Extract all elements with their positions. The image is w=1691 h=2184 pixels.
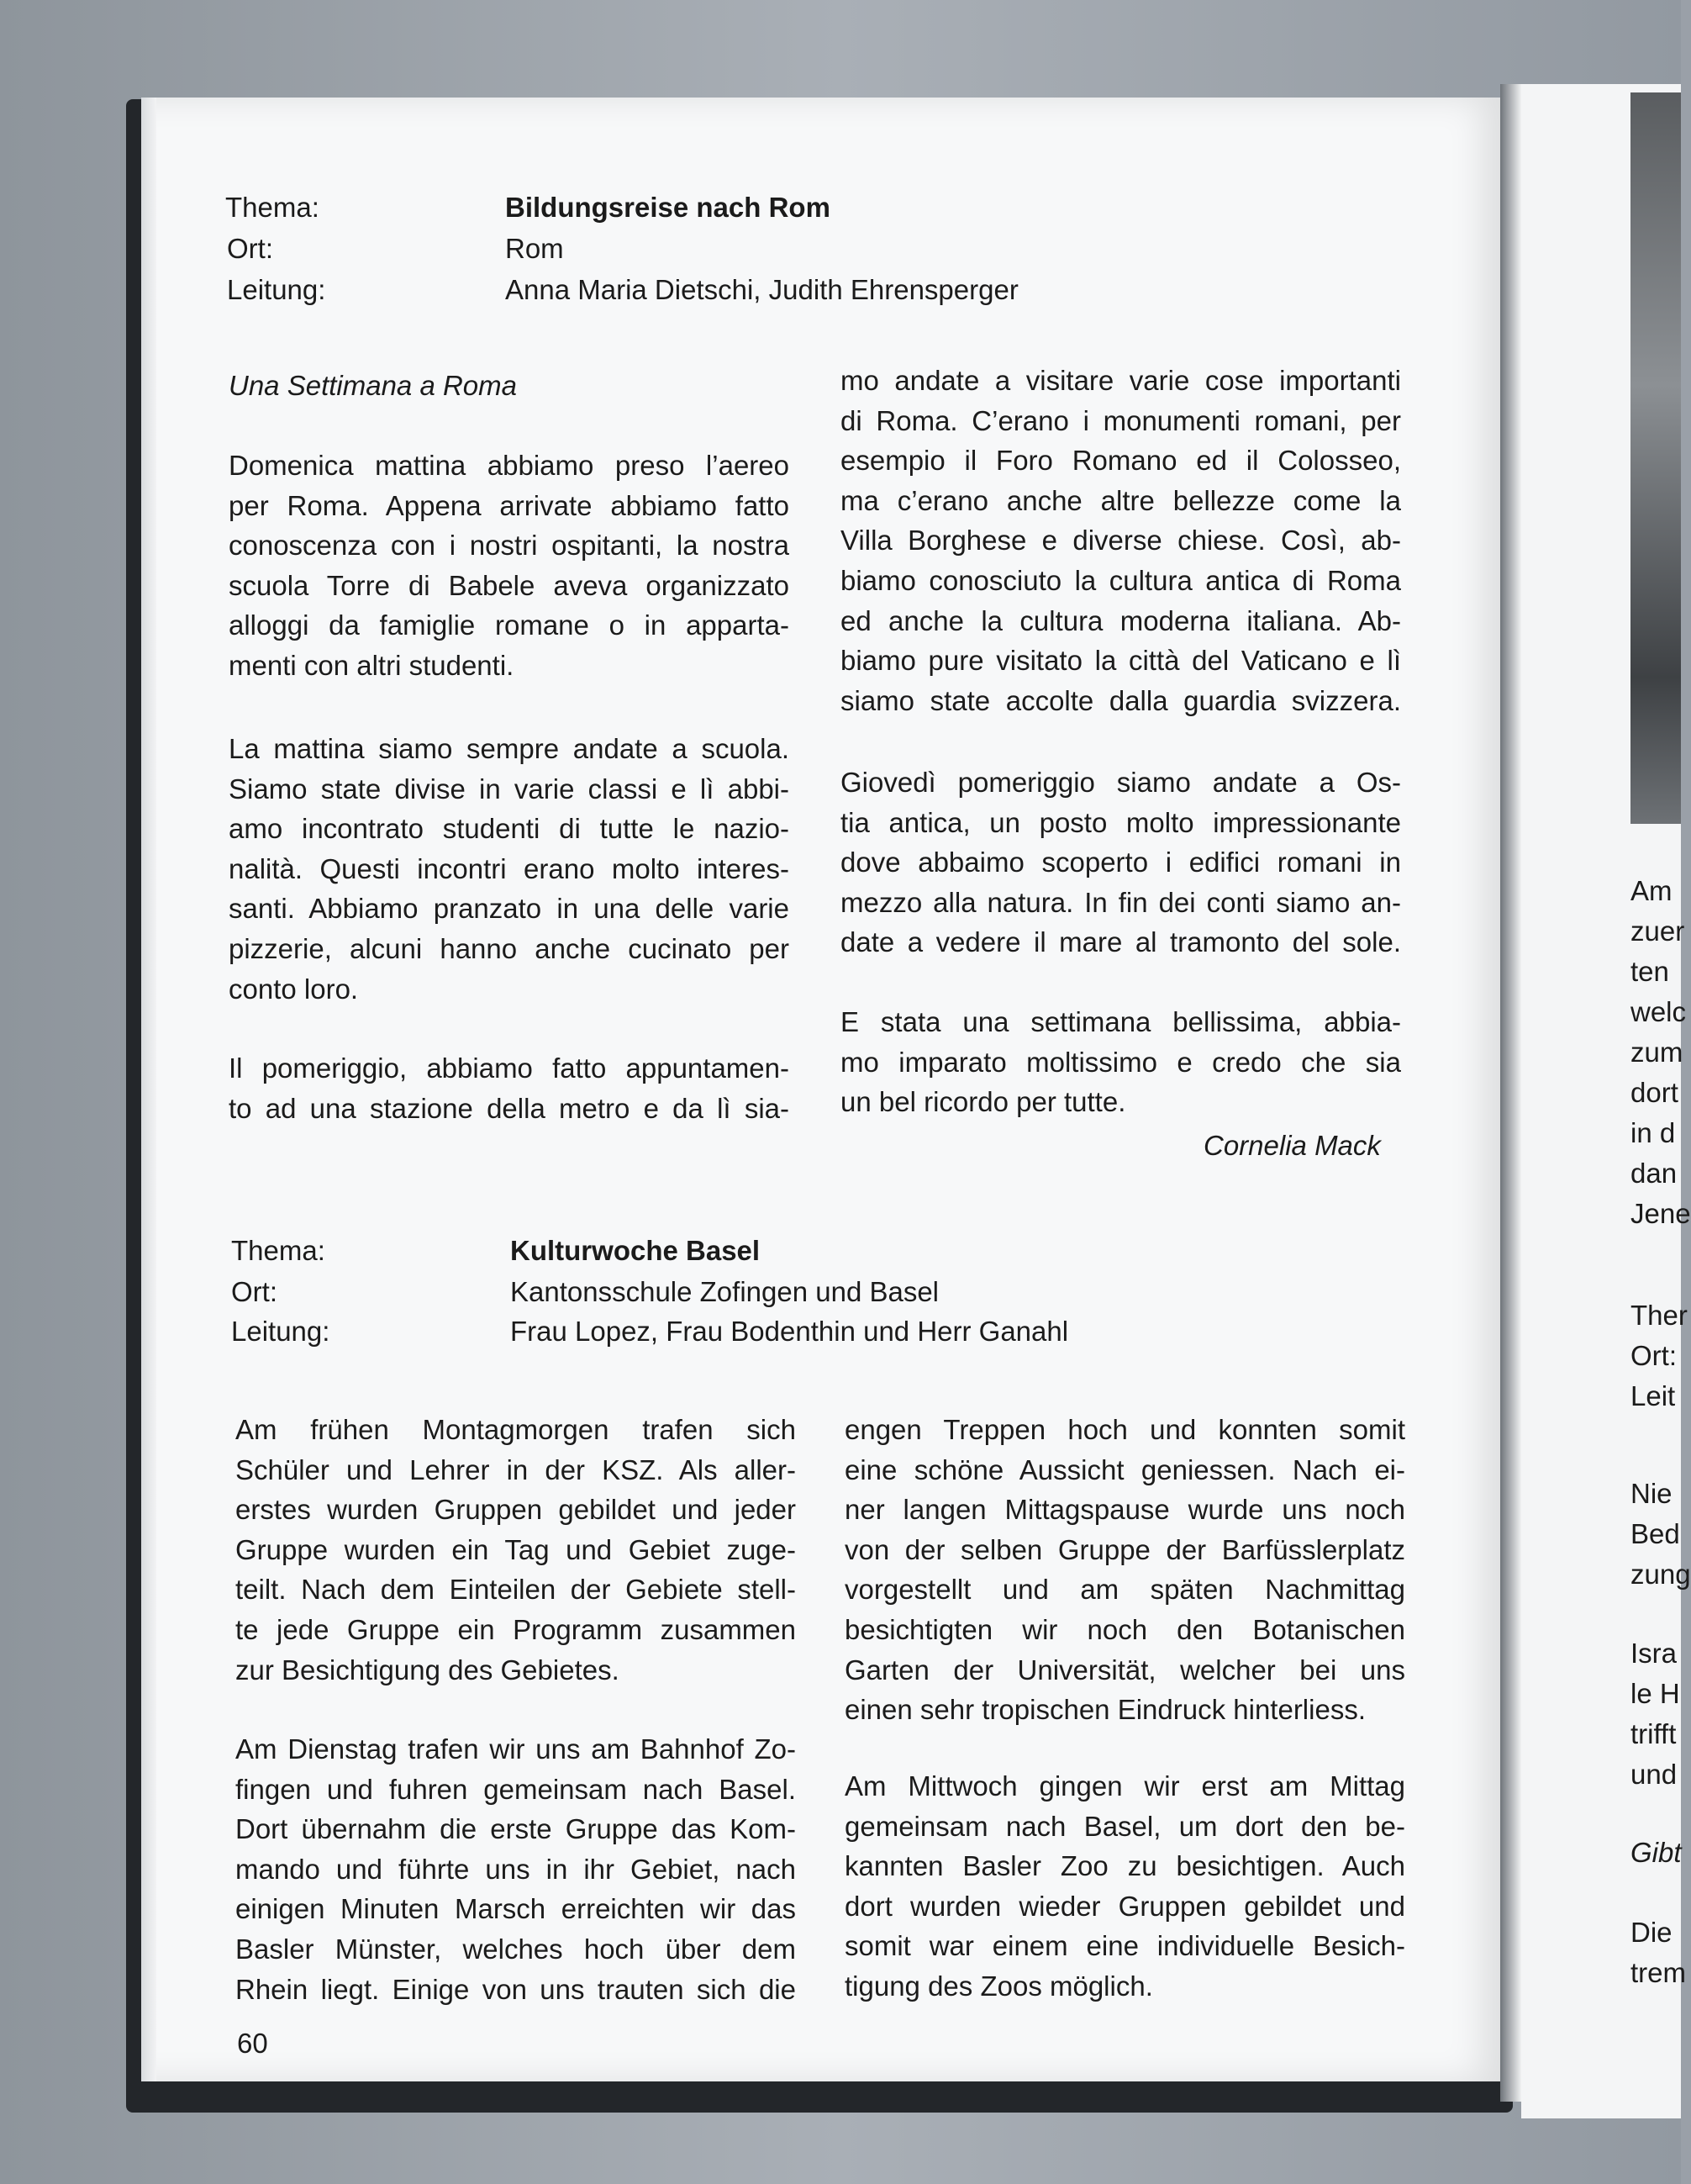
- right-line: le H: [1630, 1678, 1680, 1709]
- article1-author: Cornelia Mack: [1204, 1130, 1381, 1161]
- right-line: dan: [1630, 1158, 1678, 1189]
- page-number: 60: [237, 2028, 268, 2059]
- label-ort: Ort:: [227, 233, 273, 264]
- right-label: Leit: [1630, 1380, 1676, 1411]
- label-leitung-2: Leitung:: [231, 1316, 330, 1347]
- right-label: Ther: [1630, 1300, 1688, 1331]
- article2-leitung: Frau Lopez, Frau Bodenthin und Herr Ganahl: [510, 1316, 1069, 1347]
- article2-col2-para1: engen Treppen hoch und konnten somit eine schöne Aussicht geniessen. Nach ei- ner langen Mittagspause wurde uns noch von der selben Gruppe der Barfüsslerplatz vorgestellt und am späten Nachmittag besichtigten wir noch den Botanischen Garten der Universität, welcher bei uns einen sehr tropischen Eindruck hinterliess.: [845, 1414, 1405, 1726]
- article2-col2-para2: Am Mittwoch gingen wir erst am Mittag gemeinsam nach Basel, um dort den be- kannten Basler Zoo zu besichtigen. Auch dort wurden wieder Gruppen gebildet und somit war einem eine individuelle Besich- tigung des Zoos möglich.: [845, 1770, 1405, 2002]
- article2-thema: Kulturwoche Basel: [510, 1235, 761, 1266]
- article2-ort: Kantonsschule Zofingen und Basel: [510, 1276, 940, 1307]
- article2-col1-para2: Am Dienstag trafen wir uns am Bahnhof Zo- fingen und fuhren gemeinsam nach Basel. Dort übernahm die erste Gruppe das Kom- mando und führte uns in ihr Gebiet, nach einigen Minuten Marsch erreichten wir das Basler Münster, welches hoch über dem Rhein liegt. Einige von uns trauten sich die: [235, 1733, 796, 2005]
- article1-col1-para1: Domenica mattina abbiamo preso l’aereo per Roma. Appena arrivate abbiamo fatto conoscenza con i nostri ospitanti, la nostra scuola Torre di Babele aveva organizzato alloggi da famiglie romane o in apparta- menti con altri studenti.: [229, 450, 789, 681]
- right-line: in d: [1630, 1117, 1676, 1148]
- article1-thema: Bildungsreise nach Rom: [505, 192, 830, 223]
- label-leitung: Leitung:: [227, 274, 326, 305]
- article1-ort: Rom: [505, 233, 564, 264]
- right-line: zuer: [1630, 915, 1685, 947]
- right-line: ten: [1630, 956, 1669, 987]
- right-line: welc: [1630, 996, 1687, 1027]
- right-line: zum: [1630, 1037, 1683, 1068]
- right-line: trifft: [1630, 1718, 1677, 1749]
- article1-leitung: Anna Maria Dietschi, Judith Ehrensperger: [505, 274, 1019, 305]
- right-label: Ort:: [1630, 1340, 1677, 1371]
- label-ort-2: Ort:: [231, 1276, 277, 1307]
- right-line: Isra: [1630, 1638, 1678, 1669]
- right-line: und: [1630, 1759, 1678, 1790]
- photo-fragment: [1630, 92, 1681, 824]
- label-thema: Thema:: [225, 192, 319, 223]
- right-line: Die: [1630, 1917, 1673, 1948]
- label-thema-2: Thema:: [231, 1235, 325, 1266]
- article1-col1-para2: La mattina siamo sempre andate a scuola. Siamo state divise in varie classi e lì abbi- amo incontrato studenti di tutte le nazio- nalità. Questi incontri erano molto interes- santi. Abbiamo pranzato in una delle varie pizzerie, alcuni hanno anche cucinato per conto loro.: [229, 733, 789, 1005]
- article1-col2-para3: E stata una settimana bellissima, abbia- mo imparato moltissimo e credo che sia un bel ricordo per tutte.: [840, 1006, 1401, 1118]
- article2-col1-para1: Am frühen Montagmorgen trafen sich Schüler und Lehrer in der KSZ. Als aller- erstes wurden Gruppen gebildet und jeder Gruppe wurden ein Tag und Gebiet zuge- teilt. Nach dem Einteilen der Gebiete stell- te jede Gruppe ein Programm zusammen zur Besichtigung des Gebietes.: [235, 1414, 796, 1685]
- right-italic: Gibt: [1630, 1837, 1682, 1868]
- article1-col1-para3: Il pomeriggio, abbiamo fatto appuntamen- to ad una stazione della metro e da lì sia-: [229, 1052, 789, 1124]
- right-line: Nie: [1630, 1478, 1673, 1509]
- right-line: dort: [1630, 1077, 1678, 1108]
- book-gutter: [1500, 84, 1521, 2102]
- right-line: zung: [1630, 1559, 1691, 1590]
- article1-col2-para2: Giovedì pomeriggio siamo andate a Os- tia antica, un posto molto impressionante dove abbaimo scoperto i edifici romani in mezzo alla natura. In fin dei conti siamo an- date a vedere il mare al tramonto del sole.: [840, 767, 1401, 958]
- right-line: Am: [1630, 875, 1673, 906]
- article1-col2-para1: mo andate a visitare varie cose importanti di Roma. C’erano i monumenti romani, per esempio il Foro Romano ed il Colosseo, ma c’erano anche altre bellezze come la Villa Borghese e diverse chiese. Così, ab- biamo conosciuto la cultura antica di Roma ed anche la cultura moderna italiana. Ab- biamo pure visitato la città del Vaticano e lì siamo state accolte dalla guardia svizzera.: [840, 365, 1401, 716]
- right-line: Bed: [1630, 1518, 1680, 1549]
- right-line: trem: [1630, 1957, 1686, 1988]
- article1-subtitle: Una Settimana a Roma: [229, 370, 518, 401]
- right-line: Jene: [1630, 1198, 1691, 1229]
